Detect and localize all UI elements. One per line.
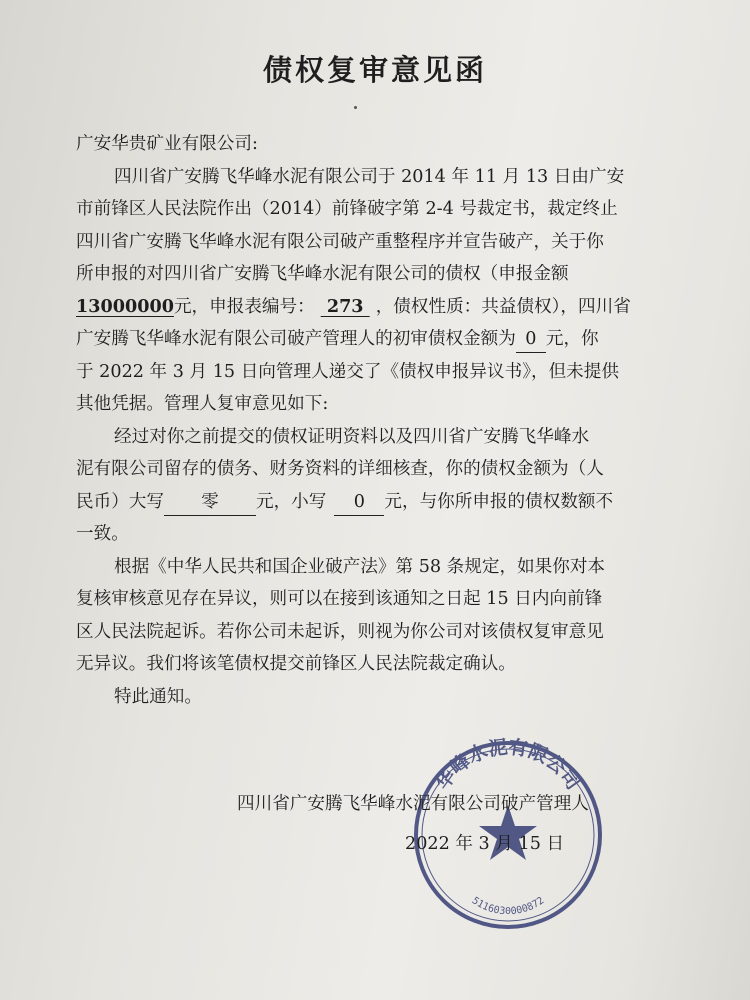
form-number: 273	[320, 295, 370, 317]
paragraph-1-line-6b: 元，你	[545, 329, 599, 349]
paragraph-2-line-1: 经过对你之前提交的债权证明资料以及四川省广安腾飞华峰水	[114, 426, 590, 447]
paragraph-1-line-1: 四川省广安腾飞华峰水泥有限公司于 2014 年 11 月 13 日由广安	[114, 166, 625, 187]
closing-line: 特此通知。	[114, 686, 202, 707]
paragraph-3-line-2: 复核审核意见存在异议，则可以在接到该通知之日起 15 日内向前锋	[76, 589, 603, 609]
paragraph-2-line-3	[76, 486, 676, 519]
paragraph-1-line-2: 市前锋区人民法院作出（2014）前锋破字第 2-4 号裁定书，裁定终止	[76, 199, 618, 219]
paragraph-1-line-5	[76, 291, 676, 324]
ink-dot	[354, 106, 357, 109]
paragraph-1-line-7: 于 2022 年 3 月 15 日向管理人递交了《债权申报异议书》，但未提供	[76, 361, 619, 382]
amount-lower: 0	[334, 489, 384, 516]
paragraph-2-line-3b: 元，小写	[255, 491, 327, 512]
paragraph-2-line-3c: 元，与你所申报的债权数额不	[384, 491, 614, 512]
paragraph-1-line-5b: ，债权性质：共益债权），四川省	[375, 296, 631, 317]
document-body	[76, 128, 676, 713]
paragraph-2-line-2: 泥有限公司留存的债务、财务资料的详细核查，你的债权金额为（人	[76, 459, 604, 479]
paragraph-3-line-1: 根据《中华人民共和国企业破产法》第 58 条规定，如果你对本	[114, 556, 606, 577]
paragraph-1-line-5a: 元，申报表编号：	[173, 296, 315, 317]
signer-name: 四川省广安腾飞华峰水泥有限公司破产管理人	[237, 794, 589, 814]
paragraph-3-line-3: 区人民法院起诉。若你公司未起诉，则视为你公司对该债权复审意见	[76, 621, 604, 642]
paragraph-1-line-8: 其他凭据。管理人复审意见如下:	[76, 394, 329, 414]
signature-date: 2022 年 3 月 15 日	[405, 834, 565, 854]
paragraph-2-line-3a: 民币）大写	[76, 491, 164, 512]
claim-amount: 13000000	[76, 295, 174, 317]
initial-amount: 0	[516, 326, 546, 353]
paragraph-3-line-4: 无异议。我们将该笔债权提交前锋区人民法院裁定确认。	[76, 654, 516, 674]
paragraph-1-line-6a: 广安腾飞华峰水泥有限公司破产管理人的初审债权金额为	[76, 329, 516, 349]
document-title: 债权复审意见函	[262, 53, 487, 87]
paragraph-1-line-6	[76, 323, 676, 356]
seal-text: 华峰水泥有限公司	[431, 736, 585, 794]
paragraph-2-line-4: 一致。	[76, 524, 129, 544]
paragraph-1-line-3: 四川省广安腾飞华峰水泥有限公司破产重整程序并宣告破产，关于你	[76, 231, 604, 252]
recipient-line: 广安华贵矿业有限公司:	[76, 134, 258, 154]
seal-number: 5116030000872	[469, 895, 547, 918]
paragraph-1-line-4: 所申报的对四川省广安腾飞华峰水泥有限公司的债权（申报金额	[76, 264, 569, 284]
amount-upper: 零	[164, 489, 256, 516]
